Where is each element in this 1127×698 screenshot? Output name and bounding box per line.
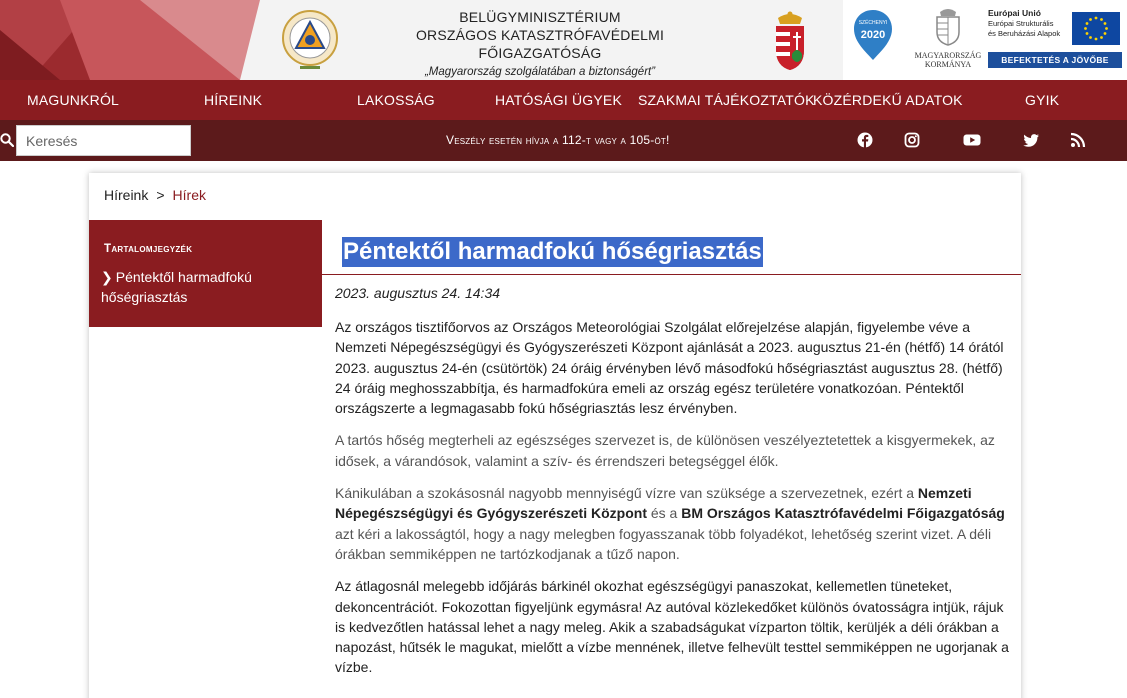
toc-link[interactable] xyxy=(101,267,310,307)
content-panel xyxy=(89,173,1021,698)
youtube-icon[interactable] xyxy=(962,130,982,150)
toc-title: Tartalomjegyzék xyxy=(104,243,193,255)
nav-item-szakmai-tajekoztatok[interactable]: SZAKMAI TÁJÉKOZTATÓK xyxy=(638,92,815,108)
chevron-right-icon: ❯ xyxy=(101,269,113,285)
nav-item-hireink[interactable]: HÍREINK xyxy=(204,92,263,108)
rss-icon[interactable] xyxy=(1068,130,1088,150)
article-title-row xyxy=(322,220,1021,275)
government-crest-icon xyxy=(933,6,963,46)
eu-funding-text xyxy=(988,8,1068,39)
main-nav xyxy=(0,80,1127,120)
nav-item-hatosagi-ugyek[interactable]: HATÓSÁGI ÜGYEK xyxy=(495,92,623,108)
emergency-notice: Veszély esetén hívja a 112-t vagy a 105-öt! xyxy=(446,133,670,147)
article-date: 2023. augusztus 24. 14:34 xyxy=(335,285,501,301)
article-paragraph-4: Az átlagosnál melegebb időjárás bárkinél okozhat egészségügyi panaszokat, kellemetlen tüneteket, dekoncentrációt. Fokozottan figyeljünk egymásra! Az autóval közlekedőket különös óvatosságra intjük, rájuk is kedvezőtlen hatással lehet a nagy meleg. Akik a szabadságukat vízparton töltik, kerüljék a déli órákban a napozást, hűtsék le magukat, mielőtt a vízbe mennének, illetve felhevült testtel semmiképpen ne ugorjanak a vízbe. xyxy=(335,578,1009,676)
facebook-icon[interactable] xyxy=(855,130,875,150)
toc-link-label: Péntektől harmadfokú hőségriasztás xyxy=(101,269,252,305)
eu-line1: Európai Unió xyxy=(988,8,1041,18)
breadcrumb-current-link[interactable]: Hírek xyxy=(172,187,206,203)
twitter-icon[interactable] xyxy=(1021,130,1041,150)
eu-line2: Európai Strukturális xyxy=(988,19,1054,28)
article-title: Péntektől harmadfokú hőségriasztás xyxy=(343,238,762,265)
okf-emblem-icon xyxy=(280,8,340,72)
p3-text-a: Kánikulában a szokásosnál nagyobb mennyiségű vízre van szüksége a szervezetnek, ezért a xyxy=(335,485,918,502)
article xyxy=(322,220,1021,690)
instagram-icon[interactable] xyxy=(902,130,922,150)
nav-item-lakossag[interactable]: LAKOSSÁG xyxy=(357,92,435,108)
nav-item-magunkrol[interactable]: MAGUNKRÓL xyxy=(27,92,120,108)
search-icon[interactable] xyxy=(0,133,14,147)
szechenyi-2020-logo-icon xyxy=(852,8,894,60)
nav-item-gyik[interactable]: GYIK xyxy=(1025,92,1060,108)
szechenyi-year: 2020 xyxy=(860,29,886,41)
slogan: „Magyarország szolgálatában a biztonságért” xyxy=(424,66,656,78)
article-paragraph-1: Az országos tisztifőorvos az Országos Meteorológiai Szolgálat előrejelzése alapján, figyelembe véve a Nemzeti Népegészségügyi és Gyógyszerészeti Központ ajánlását a 2023. augusztus 21-én (hétfő) 14 órától 2023. augusztus 24-én (csütörtök) 24 óráig érvényben lévő másodfokú hőségriasztást augusztus 28. (hétfő) 24 óráig meghosszabbítja, és harmadfokúra emeli az ország egész területére vonatkozóan. Péntektől országszerte a legmagasabb fokú hőségriasztás lesz érvényben. xyxy=(335,319,1004,417)
ministry-name: BELÜGYMINISZTÉRIUM xyxy=(459,9,621,25)
eu-line3: és Beruházási Alapok xyxy=(988,29,1061,38)
directorate-name: ORSZÁGOS KATASZTRÓFAVÉDELMI FŐIGAZGATÓSÁG xyxy=(415,27,665,61)
szechenyi-label: SZÉCHENYI xyxy=(858,20,888,26)
article-paragraph-2: A tartós hőség megterheli az egészséges szervezet is, de különösen veszélyeztetettek a kisgyermekek, az idősek, a várandósok, valamint a szív- és érrendszeri betegséggel élők. xyxy=(335,432,995,469)
government-line1: MAGYARORSZÁG xyxy=(914,51,982,60)
coat-of-arms-icon xyxy=(770,10,810,72)
breadcrumb xyxy=(104,187,206,203)
p3-bold-okf: BM Országos Katasztrófavédelmi Főigazgatóság xyxy=(681,505,1005,522)
p3-text-e: azt kéri a lakosságtól, hogy a nagy melegben fogyasszanak több folyadékot, lehetőség szerint vizet. A déli órákban semmiképpen ne tartózkodjanak a tűző napon. xyxy=(335,525,992,562)
decorative-triangles xyxy=(0,0,260,80)
breadcrumb-parent-link[interactable]: Híreink xyxy=(104,187,149,203)
article-body xyxy=(335,317,1009,678)
nav-item-kozerdeku-adatok[interactable]: KÖZÉRDEKŰ ADATOK xyxy=(813,92,963,108)
eu-funding-logo xyxy=(988,8,1122,70)
table-of-contents xyxy=(89,220,322,327)
government-line2: KORMÁNYA xyxy=(924,60,972,69)
utility-bar xyxy=(0,120,1127,161)
eu-investment-banner[interactable]: BEFEKTETÉS A JÖVŐBE xyxy=(988,52,1122,68)
p3-bold-nnk: Nemzeti Népegészségügyi és Gyógyszerészeti Központ xyxy=(335,485,972,522)
site-header xyxy=(0,0,1127,80)
search-input[interactable] xyxy=(16,125,191,156)
article-paragraph-3 xyxy=(335,483,1009,564)
eu-flag-icon xyxy=(1072,12,1120,45)
breadcrumb-separator: > xyxy=(156,187,165,203)
government-logo xyxy=(912,6,984,72)
ministry-title-block xyxy=(370,8,710,78)
p3-text-c: és a xyxy=(646,505,682,522)
